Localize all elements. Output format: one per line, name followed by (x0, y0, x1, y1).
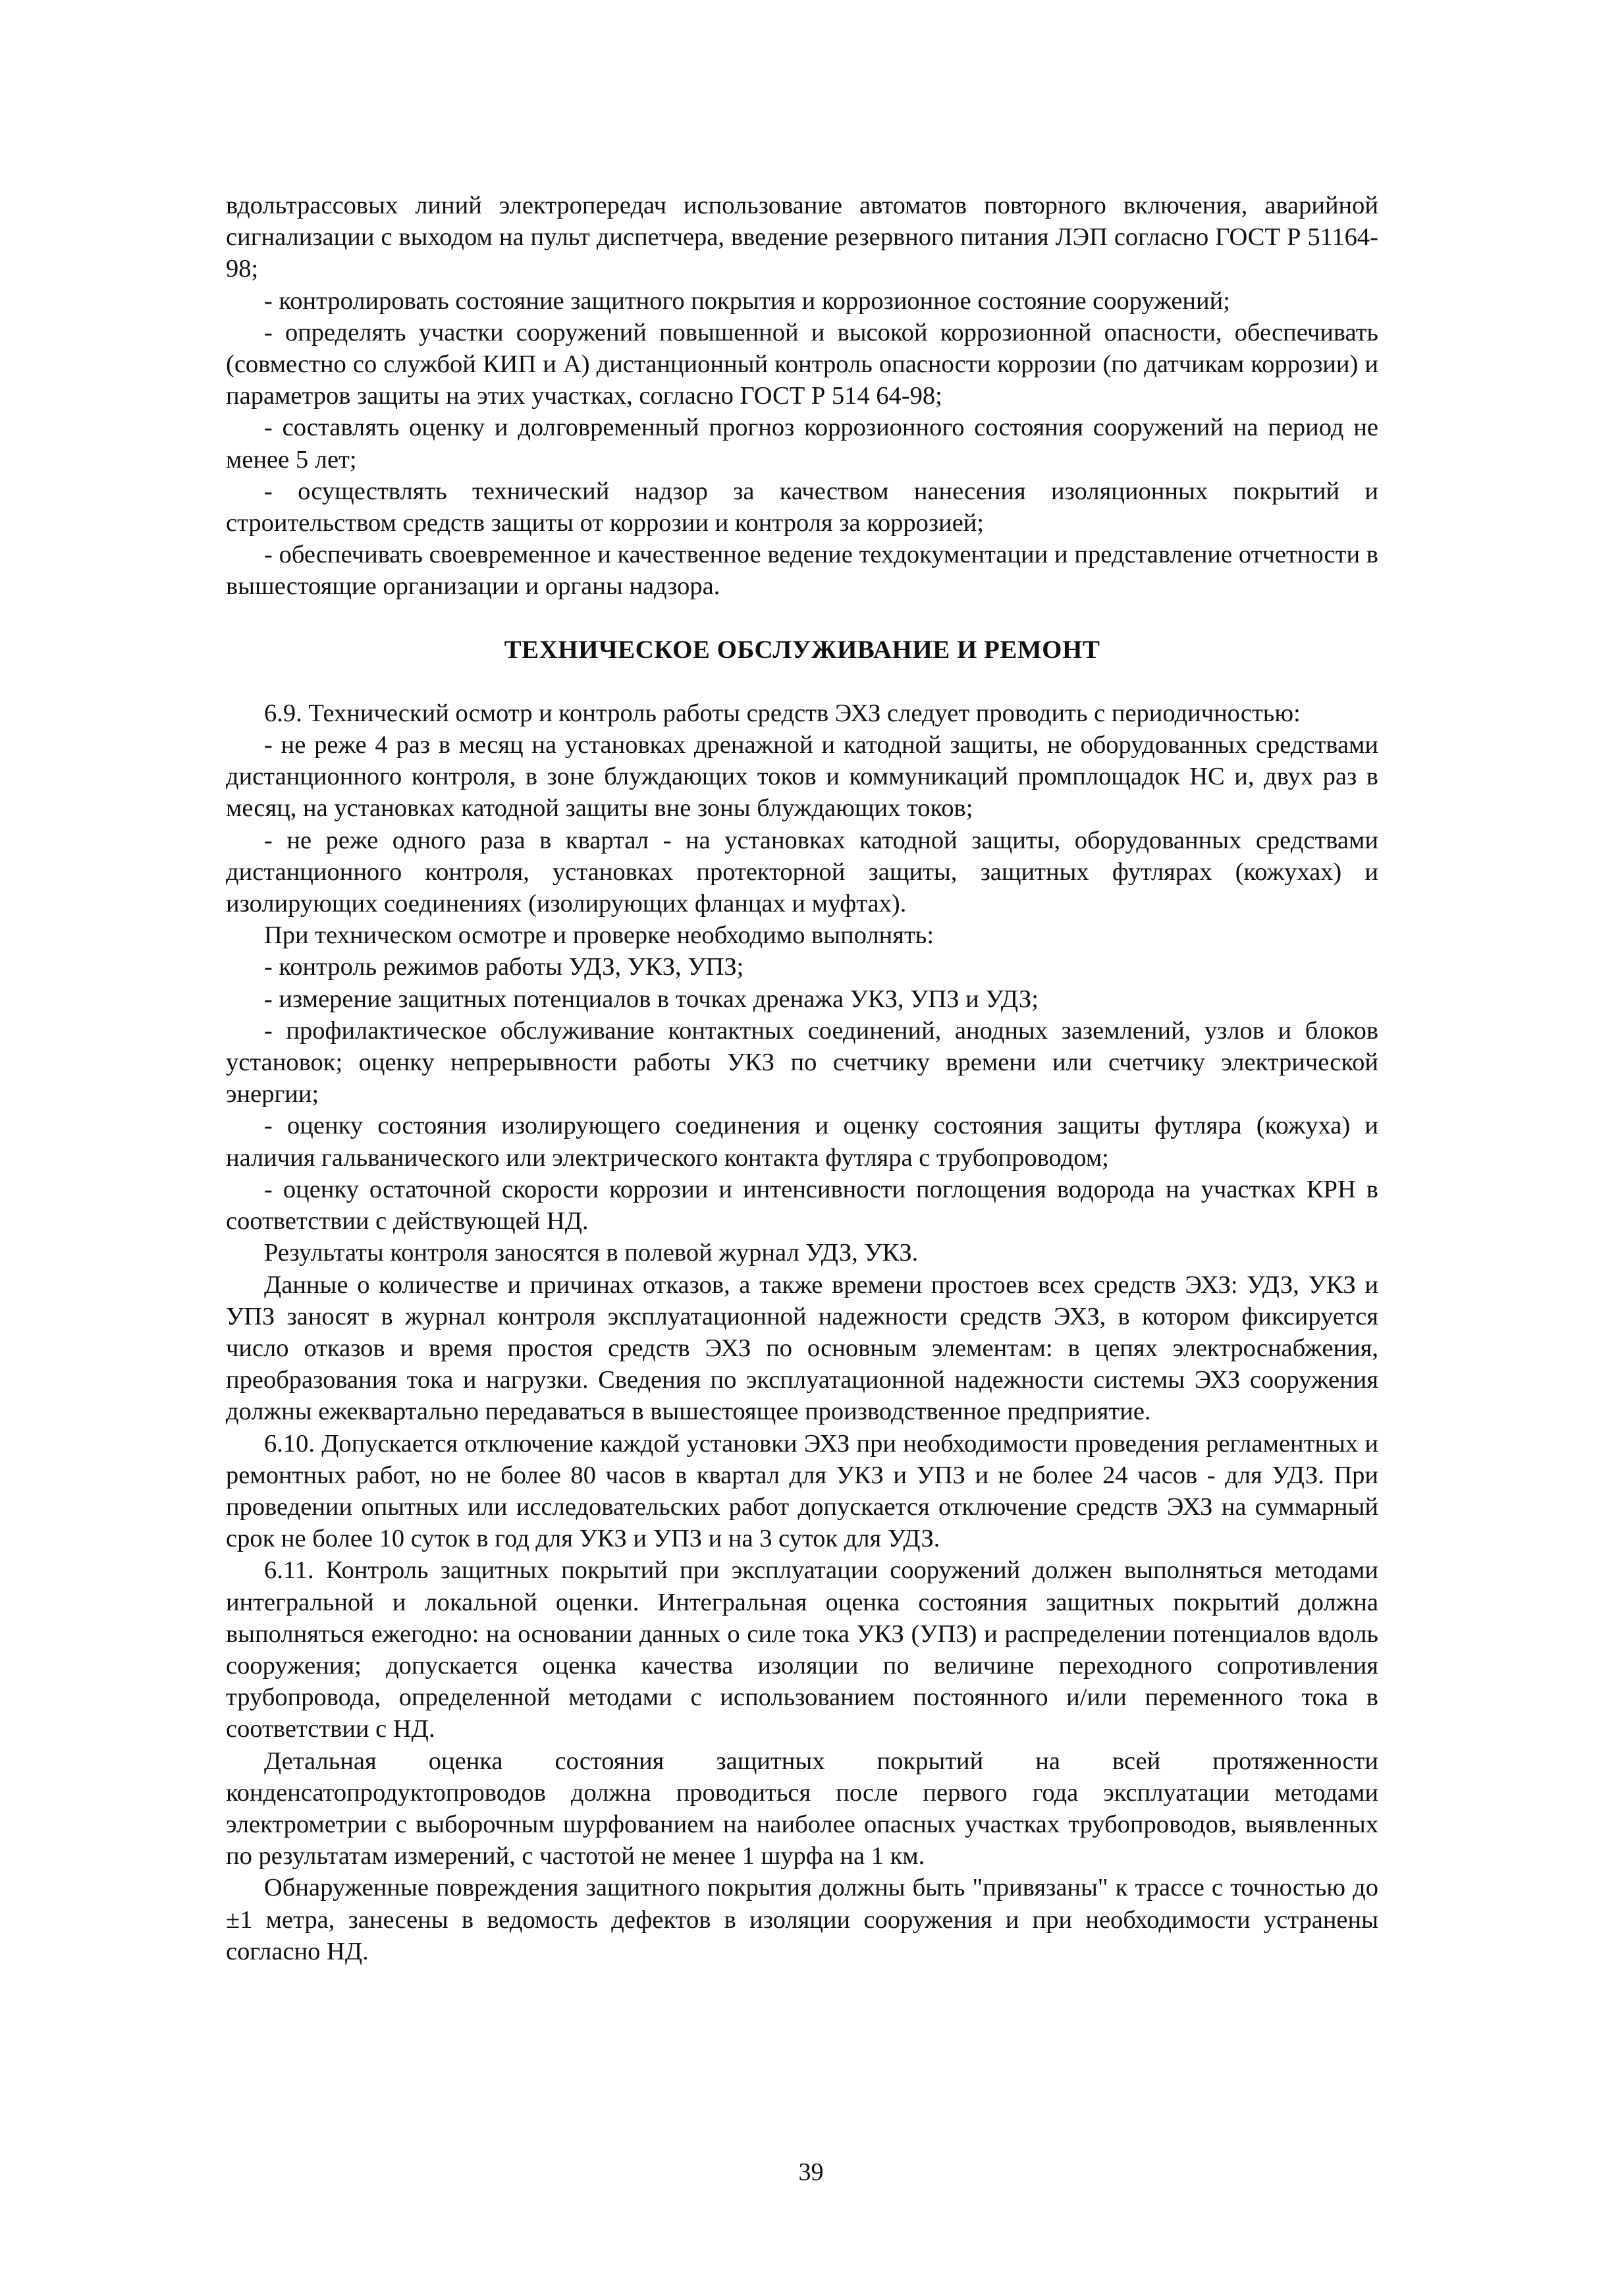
list-item: - измерение защитных потенциалов в точках дренажа УКЗ, УПЗ и УДЗ; (264, 985, 1039, 1013)
list-item: - обеспечивать своевременное и качественное ведение техдокументации и представление отчетности в вышестоящие организации и органы надзора. (226, 541, 1378, 601)
paragraph-6-9: 6.9. Технический осмотр и контроль работы средств ЭХЗ следует проводить с периодичностью: (264, 699, 1301, 727)
paragraph: вдольтрассовых линий электропередач использование автоматов повторного включения, аварийной сигнализации с выходом на пульт диспетчера, введение резервного питания ЛЭП согласно ГОСТ Р 51164-98; (226, 192, 1378, 283)
list-item: - профилактическое обслуживание контактных соединений, анодных заземлений, узлов и блоков установок; оценку непрерывности работы УКЗ по счетчику времени или счетчику электрической энергии; (226, 1016, 1378, 1108)
document-page (226, 190, 1378, 1967)
list-item: - контролировать состояние защитного покрытия и коррозионное состояние сооружений; (264, 287, 1230, 315)
paragraph-6-11: 6.11. Контроль защитных покрытий при эксплуатации сооружений должен выполняться методами интегральной и локальной оценки. Интегральная оценка состояния защитных покрытий должна выполняться ежегодно: на основании данных о силе тока УКЗ (УПЗ) и распределении потенциалов вдоль сооружения; допускается оценка качества изоляции по величине переходного сопротивления трубопровода, определенной методами с использованием постоянного и/или переменного тока в соответствии с НД. (226, 1556, 1378, 1743)
list-item: - осуществлять технический надзор за качеством нанесения изоляционных покрытий и строительством средств защиты от коррозии и контроля за коррозией; (226, 477, 1378, 537)
list-item: - контроль режимов работы УДЗ, УКЗ, УПЗ; (264, 953, 744, 981)
list-item: - оценку состояния изолирующего соединения и оценку состояния защиты футляра (кожуха) и наличия гальванического или электрического контакта футляра с трубопроводом; (226, 1112, 1378, 1172)
list-item: - не реже 4 раз в месяц на установках дренажной и катодной защиты, не оборудованных средствами дистанционного контроля, в зоне блуждающих токов и коммуникаций промплощадок НС и, двух раз в месяц, на установках катодной защиты вне зоны блуждающих токов; (226, 731, 1378, 823)
paragraph-6-10: 6.10. Допускается отключение каждой установки ЭХЗ при необходимости проведения регламентных и ремонтных работ, но не более 80 часов в квартал для УКЗ и УПЗ и не более 24 часов - для УДЗ. При проведении опытных или исследовательских работ допускается отключение средств ЭХЗ на суммарный срок не более 10 суток в год для УКЗ и УПЗ и на 3 суток для УДЗ. (226, 1429, 1378, 1553)
paragraph: Данные о количестве и причинах отказов, а также времени простоев всех средств ЭХЗ: УДЗ, УКЗ и УПЗ заносят в журнал контроля эксплуатационной надежности средств ЭХЗ, в котором фиксируется число отказов и время простоя средств ЭХЗ по основным элементам: в цепях электроснабжения, преобразования тока и нагрузки. Сведения по эксплуатационной надежности системы ЭХЗ сооружения должны ежеквартально передаваться в вышестоящее производственное предприятие. (226, 1271, 1378, 1426)
list-item: - определять участки сооружений повышенной и высокой коррозионной опасности, обеспечивать (совместно со службой КИП и А) дистанционный контроль опасности коррозии (по датчикам коррозии) и параметров защиты на этих участках, согласно ГОСТ Р 514 64-98; (226, 318, 1378, 410)
list-item: - не реже одного раза в квартал - на установках катодной защиты, оборудованных средствами дистанционного контроля, установках протекторной защиты, защитных футлярах (кожухах) и изолирующих соединениях (изолирующих фланцах и муфтах). (226, 826, 1378, 918)
paragraph: При техническом осмотре и проверке необходимо выполнять: (264, 921, 934, 950)
paragraph: Детальная оценка состояния защитных покрытий на всей протяженности конденсатопродуктопроводов должна проводиться после первого года эксплуатации методами электрометрии с выборочным шурфованием на наиболее опасных участках трубопроводов, выявленных по результатам измерений, с частотой не менее 1 шурфа на 1 км. (226, 1747, 1378, 1871)
paragraph: Обнаруженные повреждения защитного покрытия должны быть "привязаны" к трассе с точностью до ±1 метра, занесены в ведомость дефектов в изоляции сооружения и при необходимости устранены согласно НД. (226, 1874, 1378, 1965)
list-item: - оценку остаточной скорости коррозии и интенсивности поглощения водорода на участках КРН в соответствии с действующей НД. (226, 1175, 1378, 1236)
list-item: - составлять оценку и долговременный прогноз коррозионного состояния сооружений на период не менее 5 лет; (226, 414, 1378, 474)
page-number: 39 (798, 2158, 824, 2186)
paragraph: Результаты контроля заносятся в полевой журнал УДЗ, УКЗ. (264, 1239, 919, 1267)
section-heading: ТЕХНИЧЕСКОЕ ОБСЛУЖИВАНИЕ И РЕМОНТ (504, 635, 1100, 664)
